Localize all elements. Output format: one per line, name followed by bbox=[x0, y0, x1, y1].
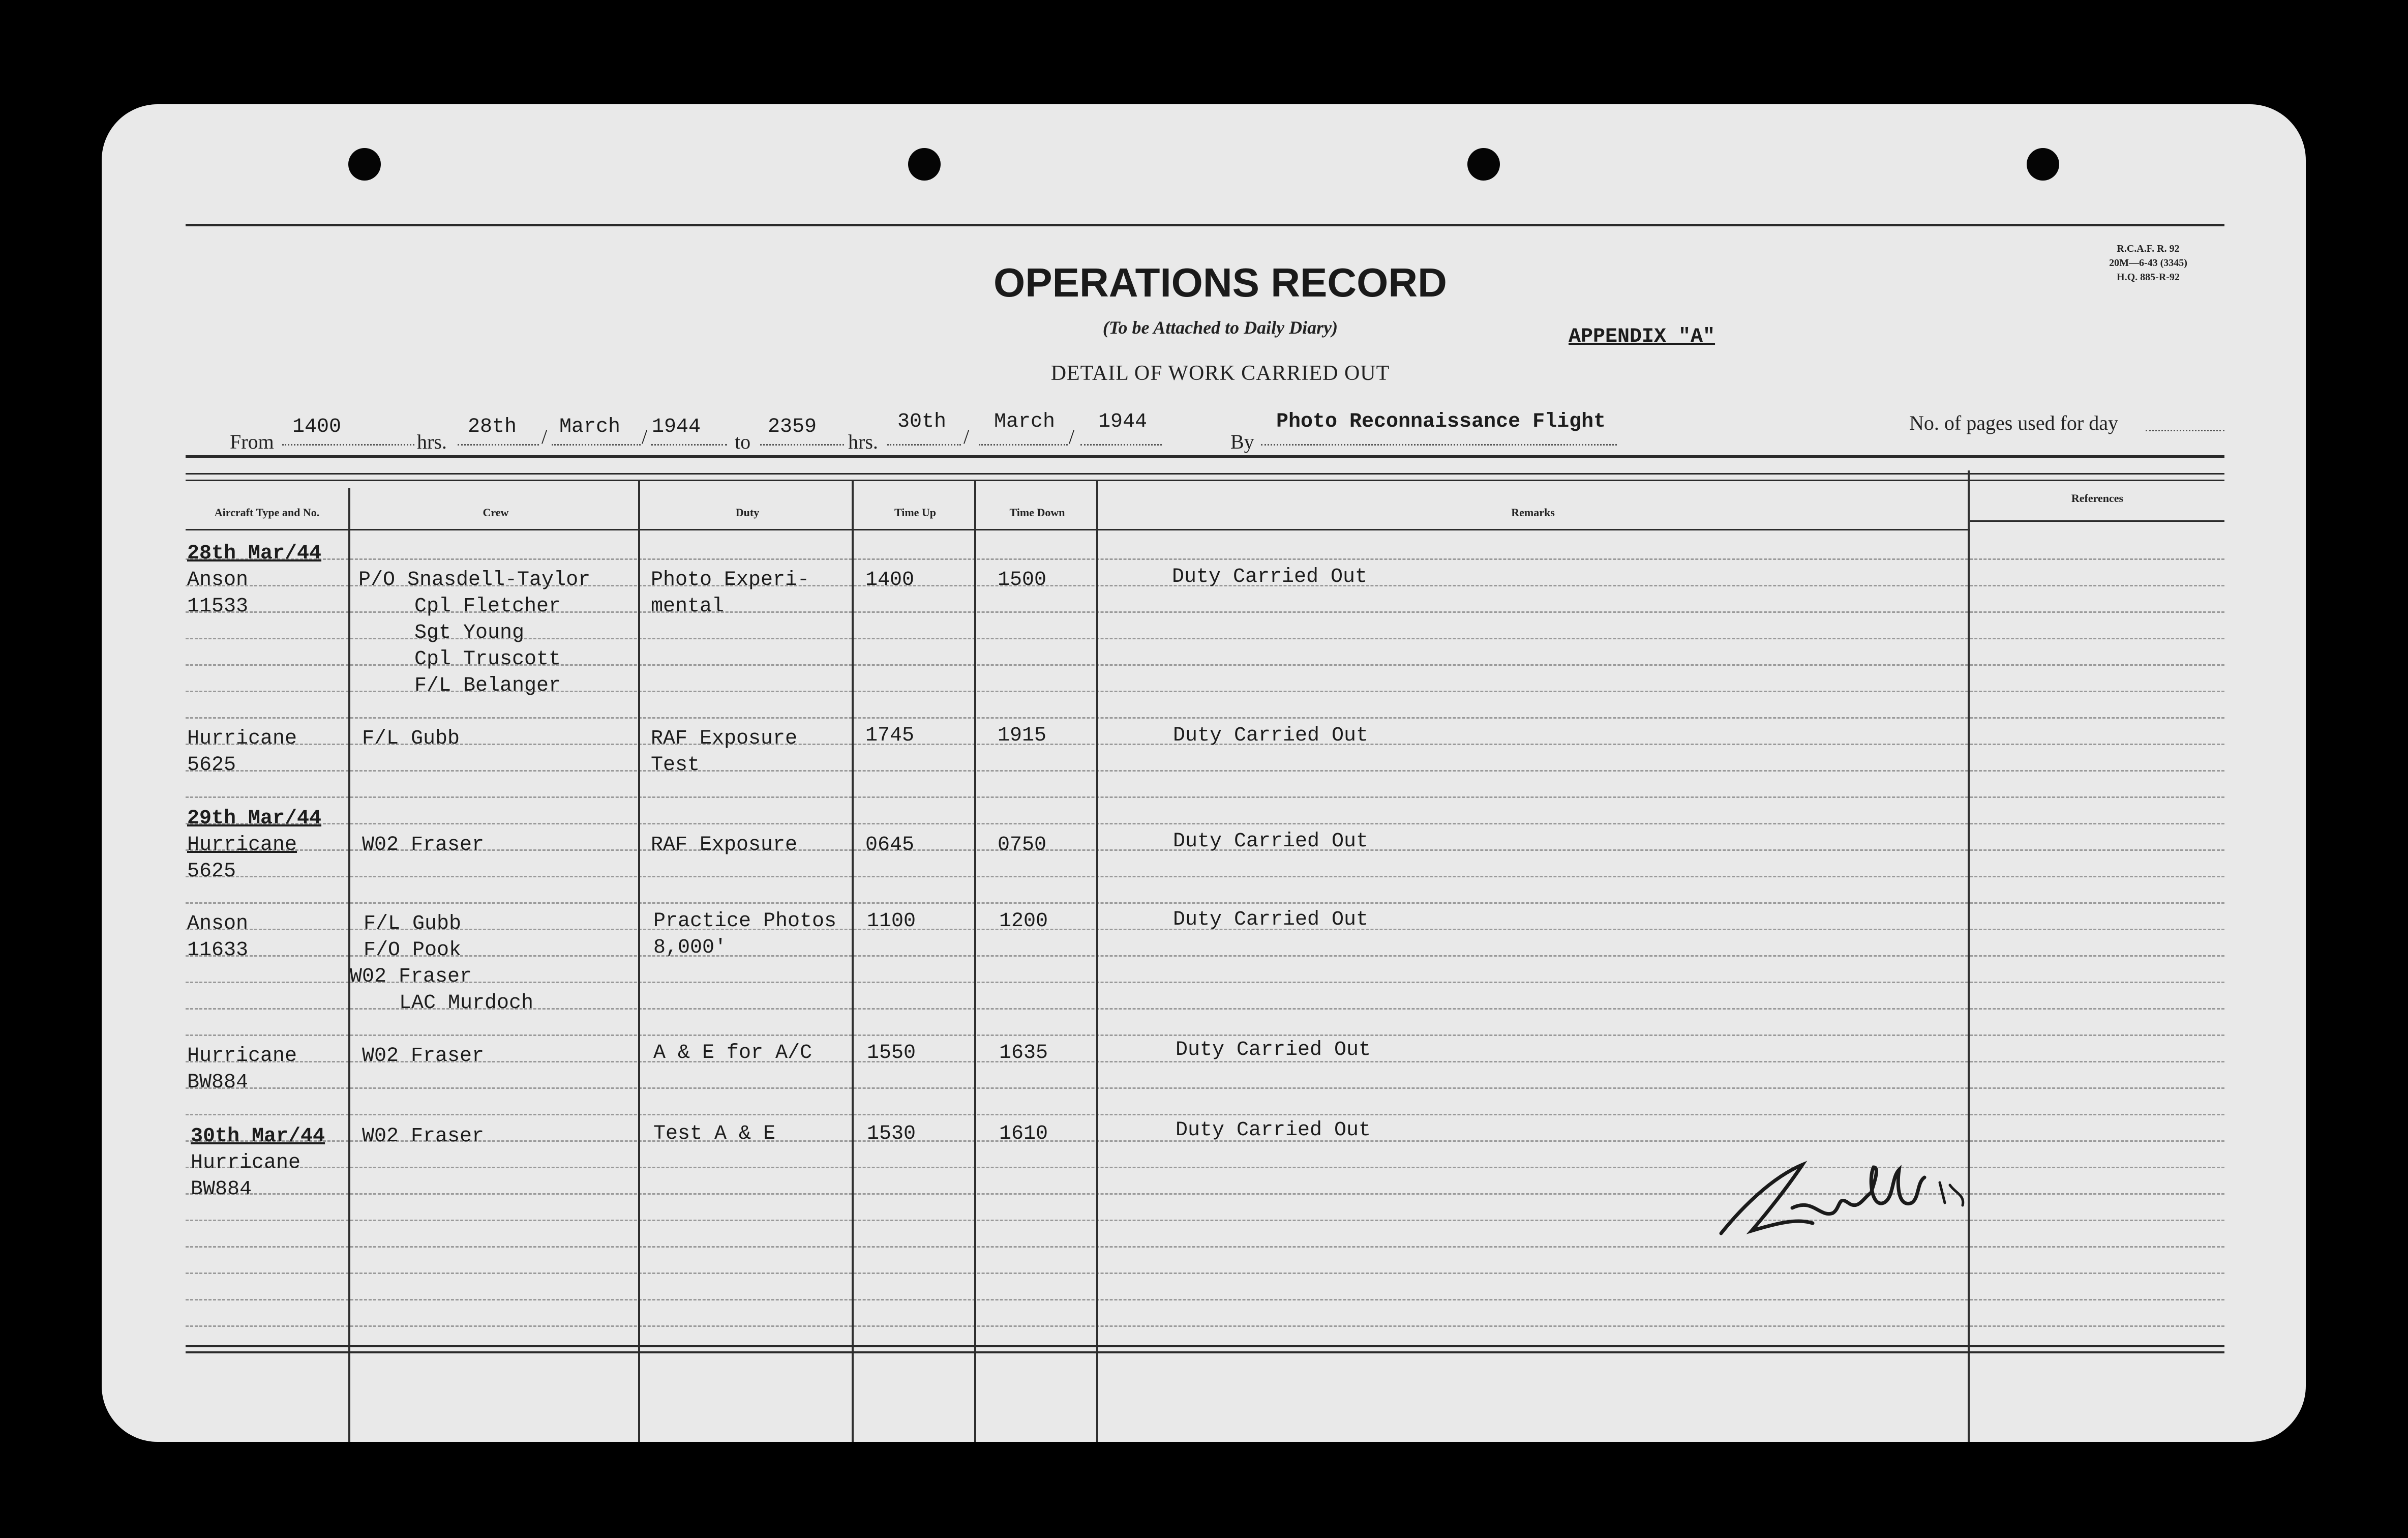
table-rule-top bbox=[186, 455, 2224, 458]
aircraft-type: Hurricane bbox=[187, 1045, 297, 1068]
duty-text: Test A & E bbox=[653, 1122, 776, 1145]
remarks-text: Duty Carried Out bbox=[1173, 830, 1369, 853]
pages-label: No. of pages used for day bbox=[1909, 411, 2118, 434]
duty-text: A & E for A/C bbox=[653, 1042, 812, 1064]
form-code-line: R.C.A.F. R. 92 bbox=[2117, 243, 2180, 254]
crew-member: F/O Pook bbox=[364, 939, 462, 962]
aircraft-number: 11533 bbox=[187, 595, 249, 618]
from-day: 28th bbox=[468, 416, 517, 438]
to-day: 30th bbox=[897, 410, 947, 433]
record-card: R.C.A.F. R. 92 20M—6-43 (3345) H.Q. 885-R-92 OPERATIONS RECORD (To be Attached to Daily Diary) APPENDIX "A" DETAIL OF WORK CARRIED OUT From 1400 hrs. 28th / March / 1944 to 2359 hrs. 30th / March / 1944 By Photo Reconnaissance Flight No. of pages used for day Aircraft Type and No. Crew Duty Time Up Time Down Remarks References 28th Mar/44 Anson 11533 P/O Snasdell-Taylor Cpl Fletcher Sgt Young Cpl Truscott F/L Belanger Photo Experi- mental 1400 1500 Duty Carried Out Hurricane 5625 F/L Gubb RAF Exposure Test 1745 1915 Duty Carried Out 29th Mar/44 Hurricane 5625 W02 Fraser RAF Exposure 0645 0750 Duty Carried Out Anson 11633 F/L Gubb F/O Pook W02 Fraser LAC Murdoch Practice Photos 8,000' 1100 1200 Duty Carried Out Hurricane BW884 W02 Fraser A & E for A/C 1550 1635 Duty Carried Out 30th Mar/44 Hurricane BW884 W02 Fraser Test A & E 1530 1610 Duty Carried Out bbox=[102, 104, 2306, 1442]
crew-member: W02 Fraser bbox=[362, 834, 485, 856]
by-unit-rule bbox=[1261, 444, 1617, 446]
time-up: 1745 bbox=[865, 724, 915, 747]
pages-rule bbox=[2146, 430, 2224, 431]
punch-hole bbox=[2027, 148, 2059, 181]
by-label: By bbox=[1230, 430, 1254, 453]
form-code bbox=[2085, 242, 2212, 284]
punch-hole bbox=[908, 148, 941, 181]
by-unit: Photo Reconnaissance Flight bbox=[1276, 410, 1606, 433]
references-underline bbox=[1970, 520, 2224, 522]
detail-heading: DETAIL OF WORK CARRIED OUT bbox=[1050, 362, 1390, 385]
duty-text: Test bbox=[651, 754, 700, 777]
from-month-rule bbox=[552, 444, 641, 446]
time-up: 1100 bbox=[867, 910, 916, 933]
punch-hole bbox=[348, 148, 381, 181]
time-down: 1635 bbox=[999, 1042, 1048, 1064]
crew-member: W02 Fraser bbox=[350, 965, 472, 988]
col-header-time-up: Time Up bbox=[894, 506, 937, 519]
aircraft-type: Hurricane bbox=[187, 834, 297, 856]
from-day-rule bbox=[458, 444, 539, 446]
duty-text: RAF Exposure bbox=[651, 727, 798, 750]
appendix-label: APPENDIX "A" bbox=[1569, 326, 1715, 348]
crew-member: F/L Gubb bbox=[362, 727, 460, 750]
duty-text: RAF Exposure bbox=[651, 834, 798, 856]
crew-member: Sgt Young bbox=[414, 622, 525, 644]
crew-member: Cpl Truscott bbox=[414, 648, 561, 671]
col-header-references: References bbox=[2071, 492, 2124, 505]
time-up: 1550 bbox=[867, 1042, 916, 1064]
crew-member: W02 Fraser bbox=[362, 1125, 485, 1148]
aircraft-number: 5625 bbox=[187, 860, 236, 883]
time-up: 1400 bbox=[865, 569, 915, 591]
duty-text: mental bbox=[651, 595, 725, 618]
aircraft-number: BW884 bbox=[191, 1178, 252, 1201]
crew-member: LAC Murdoch bbox=[399, 992, 534, 1015]
crew-member: W02 Fraser bbox=[362, 1045, 485, 1068]
to-year: 1944 bbox=[1098, 410, 1148, 433]
aircraft-number: BW884 bbox=[187, 1071, 249, 1094]
remarks-text: Duty Carried Out bbox=[1176, 1039, 1371, 1061]
to-day-rule bbox=[887, 444, 961, 446]
time-down: 1915 bbox=[998, 724, 1047, 747]
signature-mark bbox=[1711, 1147, 1985, 1249]
from-time-rule bbox=[282, 444, 414, 446]
col-header-duty: Duty bbox=[735, 506, 760, 519]
aircraft-type: Anson bbox=[187, 912, 249, 935]
to-time-rule bbox=[760, 444, 844, 446]
crew-member: F/L Belanger bbox=[414, 674, 561, 697]
aircraft-type: Hurricane bbox=[191, 1151, 301, 1174]
duty-text: Practice Photos bbox=[653, 910, 837, 933]
entry-date: 28th Mar/44 bbox=[187, 542, 322, 565]
time-down: 1500 bbox=[998, 569, 1047, 591]
crew-member: F/L Gubb bbox=[364, 912, 462, 935]
remarks-text: Duty Carried Out bbox=[1172, 566, 1368, 588]
form-code-line: H.Q. 885-R-92 bbox=[2117, 272, 2180, 283]
from-year: 1944 bbox=[652, 416, 701, 438]
to-year-rule bbox=[1080, 444, 1162, 446]
time-down: 0750 bbox=[998, 834, 1047, 856]
from-label: From bbox=[230, 430, 274, 453]
table-rule-top-thin bbox=[186, 473, 2224, 475]
from-time: 1400 bbox=[292, 416, 342, 438]
duty-text: Photo Experi- bbox=[651, 569, 810, 591]
subtitle: (To be Attached to Daily Diary) bbox=[1102, 317, 1338, 338]
to-month-rule bbox=[979, 444, 1068, 446]
entry-date: 29th Mar/44 bbox=[187, 807, 322, 830]
aircraft-number: 5625 bbox=[187, 754, 236, 777]
remarks-text: Duty Carried Out bbox=[1173, 908, 1369, 931]
page-title: OPERATIONS RECORD bbox=[994, 260, 1447, 305]
to-month: March bbox=[994, 410, 1056, 433]
table-rule-bottom bbox=[186, 1351, 2224, 1353]
from-year-rule bbox=[651, 444, 727, 446]
crew-member: Cpl Fletcher bbox=[414, 595, 561, 618]
hrs-label: hrs. bbox=[848, 430, 878, 453]
col-header-time-down: Time Down bbox=[1009, 506, 1065, 519]
col-header-aircraft: Aircraft Type and No. bbox=[214, 506, 320, 519]
aircraft-type: Anson bbox=[187, 569, 249, 591]
aircraft-number: 11633 bbox=[187, 939, 249, 962]
hrs-label: hrs. bbox=[417, 430, 447, 453]
remarks-text: Duty Carried Out bbox=[1173, 724, 1369, 747]
table-rule-top-thin bbox=[186, 480, 2224, 481]
col-header-crew: Crew bbox=[483, 506, 509, 519]
to-label: to bbox=[735, 430, 751, 453]
time-down: 1200 bbox=[999, 910, 1048, 933]
time-down: 1610 bbox=[999, 1122, 1048, 1145]
time-up: 1530 bbox=[867, 1122, 916, 1145]
col-header-remarks: Remarks bbox=[1511, 506, 1555, 519]
crew-member: P/O Snasdell-Taylor bbox=[358, 569, 591, 591]
duty-text: 8,000' bbox=[653, 936, 727, 959]
from-month: March bbox=[559, 416, 621, 438]
table-rule-bottom bbox=[186, 1345, 2224, 1347]
aircraft-type: Hurricane bbox=[187, 727, 297, 750]
entry-date: 30th Mar/44 bbox=[191, 1125, 325, 1148]
to-time: 2359 bbox=[768, 416, 817, 438]
punch-hole bbox=[1467, 148, 1500, 181]
time-up: 0645 bbox=[865, 834, 915, 856]
form-code-line: 20M—6-43 (3345) bbox=[2109, 257, 2187, 269]
header-underline bbox=[186, 529, 1970, 530]
top-rule bbox=[186, 224, 2224, 226]
remarks-text: Duty Carried Out bbox=[1176, 1119, 1371, 1142]
